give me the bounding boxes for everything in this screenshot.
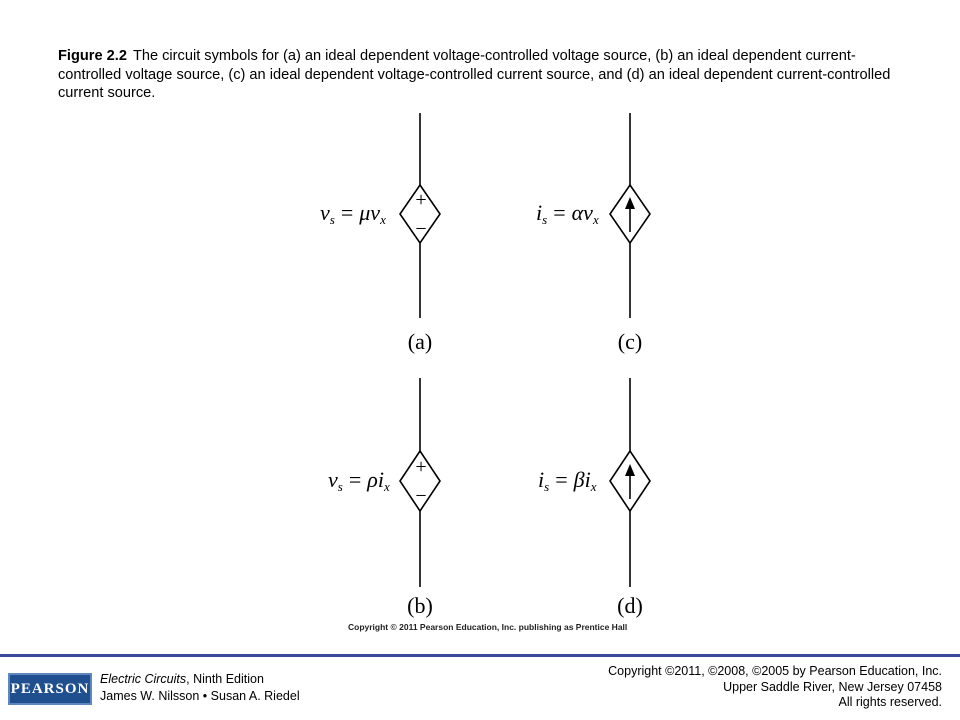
eq-b-lhs-sub: s bbox=[337, 479, 343, 494]
eq-c-equals: = bbox=[553, 200, 566, 225]
plus-sign-a: + bbox=[415, 189, 427, 211]
eq-a-lhs: v bbox=[320, 200, 330, 225]
minus-sign-a: − bbox=[415, 218, 427, 240]
equation-c bbox=[536, 200, 599, 228]
minus-sign-b: − bbox=[415, 485, 427, 507]
eq-b-equals: = bbox=[348, 467, 362, 492]
eq-b-var-sub: x bbox=[383, 479, 390, 494]
label-a: (a) bbox=[407, 329, 433, 354]
eq-d-equals: = bbox=[555, 467, 568, 492]
eq-c-coef: α bbox=[571, 200, 584, 225]
eq-c-lhs-sub: s bbox=[542, 212, 548, 227]
book-info bbox=[100, 671, 300, 705]
eq-a-lhs-sub: s bbox=[329, 212, 335, 227]
eq-c-lhs: i bbox=[536, 200, 543, 225]
eq-d-lhs-sub: s bbox=[544, 479, 550, 494]
equation-d bbox=[538, 467, 596, 495]
eq-d-var-sub: x bbox=[590, 479, 597, 494]
caption-text: The circuit symbols for (a) an ideal dependent voltage-controlled voltage source, (b) an ideal dependent current-controlled voltage source, (c) an ideal dependent voltage-controlled current source, and (d) an ideal dependent current-controlled current source. bbox=[58, 48, 891, 101]
equation-a bbox=[320, 200, 386, 228]
plus-sign-b: + bbox=[415, 456, 427, 478]
eq-d-var: i bbox=[584, 467, 591, 492]
publisher-rights: All rights reserved. bbox=[838, 695, 942, 709]
figure-copyright: Copyright © 2011 Pearson Education, Inc. publishing as Prentice Hall bbox=[348, 622, 628, 632]
eq-c-var-sub: x bbox=[592, 212, 599, 227]
eq-b-var: i bbox=[377, 467, 384, 492]
eq-c-var: v bbox=[583, 200, 593, 225]
eq-a-var: v bbox=[370, 200, 381, 225]
book-edition: , Ninth Edition bbox=[186, 672, 264, 686]
eq-a-var-sub: x bbox=[380, 212, 386, 227]
book-authors: James W. Nilsson • Susan A. Riedel bbox=[100, 689, 300, 703]
eq-d-coef: β bbox=[573, 467, 585, 492]
eq-b-lhs: v bbox=[328, 467, 338, 492]
label-c: (c) bbox=[617, 329, 643, 354]
eq-d-lhs: i bbox=[538, 467, 545, 492]
publisher-copyright: Copyright ©2011, ©2008, ©2005 by Pearson Education, Inc. bbox=[608, 664, 942, 678]
book-title: Electric Circuits bbox=[100, 672, 187, 686]
pearson-logo: PEARSON bbox=[8, 673, 92, 705]
symbol-d-current-source bbox=[610, 378, 650, 587]
symbol-a-voltage-source bbox=[400, 113, 440, 318]
label-d: (d) bbox=[617, 593, 643, 618]
publisher-address: Upper Saddle River, New Jersey 07458 bbox=[723, 679, 942, 694]
symbol-b-voltage-source bbox=[400, 378, 440, 587]
eq-a-coef: μ bbox=[359, 200, 371, 225]
figure-label: Figure 2.2 bbox=[58, 48, 127, 64]
publisher-info bbox=[608, 664, 942, 711]
eq-a-equals: = bbox=[340, 200, 354, 225]
label-b: (b) bbox=[407, 593, 433, 618]
eq-b-coef: ρ bbox=[367, 467, 378, 492]
footer-divider bbox=[0, 654, 960, 657]
symbol-c-current-source bbox=[610, 113, 650, 318]
equation-b bbox=[328, 467, 390, 495]
